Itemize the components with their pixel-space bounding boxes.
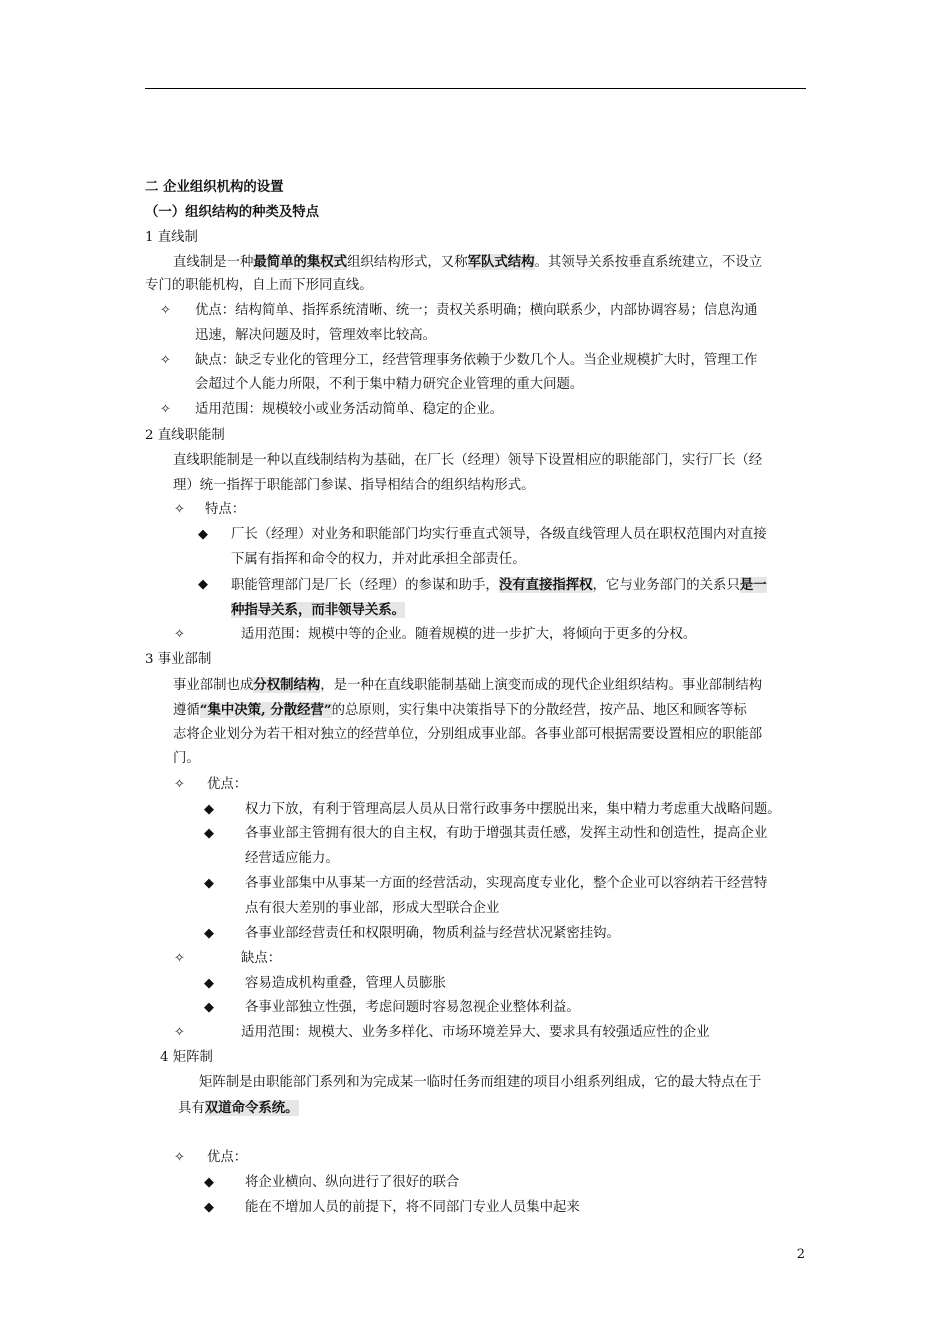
s1-cons-line2: 会超过个人能力所限，不利于集中精力研究企业管理的重大问题。	[195, 377, 584, 392]
s2-feature2-text: ，它与业务部门的关系只	[592, 578, 740, 593]
diamond-filled-icon: ◆	[198, 527, 208, 542]
s3-pro3-line2: 点有很大差别的事业部，形成大型联合企业	[245, 901, 500, 916]
s1-cons-line1: 缺点：缺乏专业化的管理分工，经营管理事务依赖于少数几个人。当企业规模扩大时，管理工作	[195, 353, 758, 368]
s2-title: 2 直线职能制	[145, 428, 225, 443]
s4-title: 4 矩阵制	[160, 1050, 213, 1065]
s2-intro-line2: 理）统一指挥于职能部门参谋、指导相结合的组织结构形式。	[173, 478, 535, 493]
diamond-outline-icon: ✧	[174, 1150, 185, 1165]
diamond-filled-icon: ◆	[204, 876, 214, 891]
s3-intro-line1	[173, 676, 762, 695]
diamond-outline-icon: ✧	[160, 402, 171, 417]
s2-feature2-text: 职能管理部门是厂长（经理）的参谋和助手，	[231, 578, 499, 593]
s3-intro-highlight: “集中决策, 分散经营”	[199, 702, 332, 718]
page-number: 2	[796, 1247, 805, 1262]
s1-intro-text: 。其领导关系按垂直系统建立，不设立	[534, 255, 763, 270]
s2-intro-line1: 直线职能制是一种以直线制结构为基础，在厂长（经理）领导下设置相应的职能部门，实行厂长（经	[173, 453, 763, 468]
s2-feature2-highlight: 没有直接指挥权	[498, 577, 593, 593]
s2-feature1-line2: 下属有指挥和命令的权力，并对此承担全部责任。	[231, 552, 526, 567]
s4-pro1: 将企业横向、纵向进行了很好的联合	[245, 1175, 460, 1190]
s3-con1: 容易造成机构重叠，管理人员膨胀	[245, 976, 446, 991]
s3-pro1: 权力下放，有利于管理高层人员从日常行政事务中摆脱出来，集中精力考虑重大战略问题。	[245, 802, 781, 817]
diamond-outline-icon: ✧	[174, 627, 185, 642]
diamond-outline-icon: ✧	[160, 353, 171, 368]
diamond-filled-icon: ◆	[204, 1200, 214, 1215]
diamond-filled-icon: ◆	[204, 1175, 214, 1190]
s3-intro-line4: 门。	[173, 751, 200, 766]
s3-pro3-line1: 各事业部集中从事某一方面的经营活动，实现高度专业化，整个企业可以容纳若干经营特	[245, 876, 768, 891]
s1-intro	[173, 253, 762, 272]
s1-intro-text: 组织结构形式，又称	[347, 255, 468, 270]
s3-pro4: 各事业部经营责任和权限明确，物质利益与经营状况紧密挂钩。	[245, 926, 620, 941]
s3-intro-text: ，是一种在直线职能制基础上演变而成的现代企业组织结构。事业部制结构	[320, 678, 763, 693]
s3-con2: 各事业部独立性强，考虑问题时容易忽视企业整体利益。	[245, 1000, 580, 1015]
subsection-heading: （一）组织结构的种类及特点	[145, 204, 320, 220]
diamond-filled-icon: ◆	[204, 826, 214, 841]
s3-cons-label: 缺点：	[241, 951, 282, 966]
section-heading: 二 企业组织机构的设置	[145, 179, 284, 195]
s3-pros-label: 优点：	[207, 777, 248, 792]
s1-intro-line2: 专门的职能机构，自上而下形同直线。	[145, 278, 373, 293]
s2-feature2-highlight: 是一	[739, 577, 767, 593]
s3-intro-line3: 志将企业划分为若干相对独立的经营单位，分别组成事业部。各事业部可根据需要设置相应的职能部	[173, 727, 763, 742]
s3-intro-highlight: 分权制结构	[253, 677, 321, 693]
s4-intro-highlight: 双道命令系统。	[204, 1100, 299, 1116]
diamond-filled-icon: ◆	[204, 926, 214, 941]
diamond-outline-icon: ✧	[174, 951, 185, 966]
s4-pro2: 能在不增加人员的前提下，将不同部门专业人员集中起来	[245, 1200, 580, 1215]
s4-intro-text: 具有	[178, 1101, 205, 1116]
s3-scope: 适用范围：规模大、业务多样化、市场环境差异大、要求具有较强适应性的企业	[241, 1025, 710, 1040]
s1-pros-line1: 优点：结构简单、指挥系统清晰、统一；责权关系明确；横向联系少，内部协调容易；信息沟通	[195, 303, 758, 318]
s1-intro-highlight: 军队式结构	[467, 254, 535, 270]
s1-pros-line2: 迅速，解决问题及时，管理效率比较高。	[195, 328, 437, 343]
s4-intro-line1: 矩阵制是由职能部门系列和为完成某一临时任务而组建的项目小组系列组成，它的最大特点在于	[199, 1075, 762, 1090]
diamond-filled-icon: ◆	[204, 1000, 214, 1015]
header-rule	[145, 88, 806, 89]
s1-intro-highlight: 最简单的集权式	[253, 254, 348, 270]
diamond-outline-icon: ✧	[174, 1025, 185, 1040]
s3-intro-text: 的总原则，实行集中决策指导下的分散经营，按产品、地区和顾客等标	[331, 703, 747, 718]
s2-features-label: 特点：	[205, 502, 246, 517]
diamond-outline-icon: ✧	[174, 777, 185, 792]
s4-intro-line2	[178, 1099, 299, 1118]
s3-intro-text: 事业部制也成	[173, 678, 254, 693]
diamond-filled-icon: ◆	[204, 976, 214, 991]
s1-title: 1 直线制	[145, 230, 198, 245]
s2-feature2-line1	[231, 576, 767, 595]
s2-feature1-line1: 厂长（经理）对业务和职能部门均实行垂直式领导，各级直线管理人员在职权范围内对直接	[231, 527, 767, 542]
s3-pro2-line1: 各事业部主管拥有很大的自主权，有助于增强其责任感，发挥主动性和创造性，提高企业	[245, 826, 768, 841]
s2-feature2-highlight: 种指导关系，而非领导关系。	[231, 602, 406, 618]
s2-scope: 适用范围：规模中等的企业。随着规模的进一步扩大，将倾向于更多的分权。	[241, 627, 697, 642]
s3-pro2-line2: 经营适应能力。	[245, 851, 339, 866]
s1-intro-text: 直线制是一种	[173, 255, 254, 270]
s4-pros-label: 优点：	[207, 1150, 248, 1165]
s3-intro-line2	[173, 701, 747, 720]
diamond-filled-icon: ◆	[204, 802, 214, 817]
s3-title: 3 事业部制	[145, 652, 212, 667]
diamond-filled-icon: ◆	[198, 577, 208, 592]
diamond-outline-icon: ✧	[174, 502, 185, 517]
s3-intro-text: 遵循	[173, 703, 200, 718]
s2-feature2-line2	[231, 601, 405, 620]
s1-scope: 适用范围：规模较小或业务活动简单、稳定的企业。	[195, 402, 503, 417]
diamond-outline-icon: ✧	[160, 303, 171, 318]
